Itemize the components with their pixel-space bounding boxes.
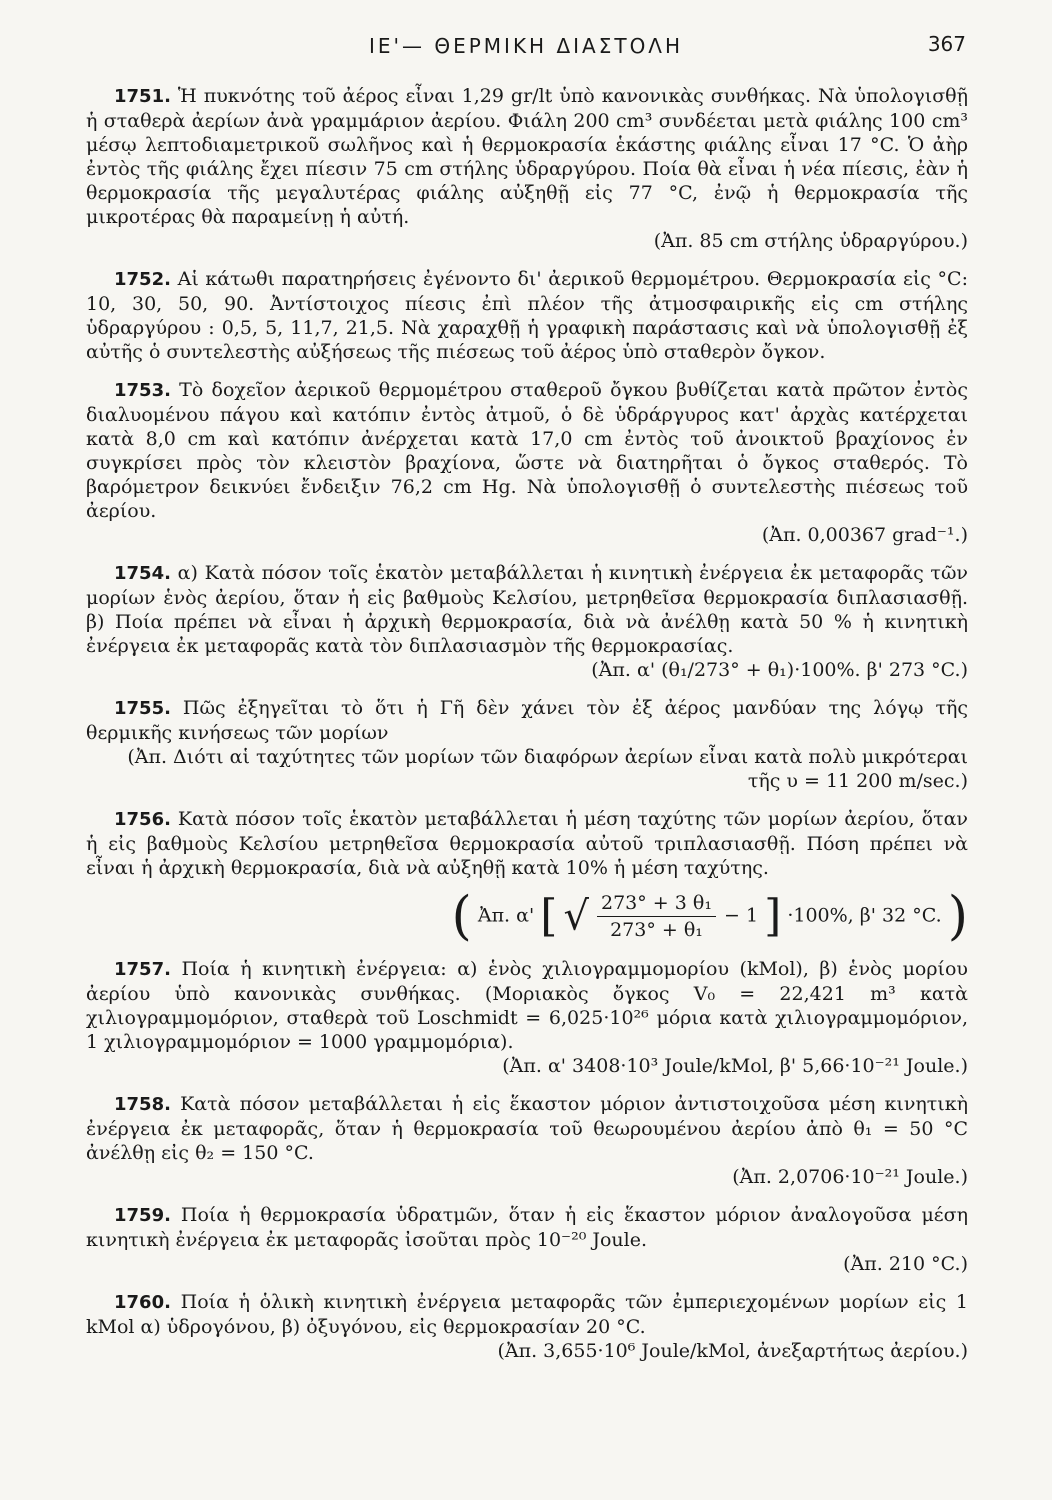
problem-1759 [86, 1203, 968, 1276]
problem-text: Κατὰ πόσον τοῖς ἑκατὸν μεταβάλλεται ἡ μέση ταχύτης τῶν μορίων ἀερίου, ὅταν ἡ εἰς βαθμοὺς Κελσίου μετρηθεῖσα θερμοκρασία αὐτοῦ τριπλασιασθῇ. Πόση πρέπει νὰ εἶναι ἡ ἀρχικὴ θερμοκρασία, διὰ νὰ αὐξηθῇ κατὰ 10% ἡ μέση ταχύτης. [86, 808, 968, 879]
problem-text: Ποία ἡ ὁλικὴ κινητικὴ ἐνέργεια μεταφορᾶς τῶν ἐμπεριεχομένων μορίων εἰς 1 kMol α) ὑδρογόνου, β) ὀξυγόνου, εἰς θερμοκρασίαν 20 °C. [86, 1291, 968, 1338]
problem-1752 [86, 267, 968, 364]
answer-prefix: Ἀπ. α' [477, 904, 535, 927]
problem-number: 1752. [114, 269, 171, 290]
chapter-title: ΙΕ'— ΘΕΡΜΙΚΗ ΔΙΑΣΤΟΛΗ [368, 34, 684, 58]
problem-answer: (Ἀπ. 2,0706·10⁻²¹ Joule.) [732, 1166, 968, 1188]
problem-text: Τὸ δοχεῖον ἀερικοῦ θερμομέτρου σταθεροῦ ὄγκου βυθίζεται κατὰ πρῶτον ἐντὸς διαλυομένου πάγου καὶ κατόπιν ἐντὸς ἀτμοῦ, ὁ δὲ ὑδράργυρος κατ' ἀρχὰς κατέρχεται κατὰ 8,0 cm καὶ κατόπιν ἀνέρχεται κατὰ 17,0 cm ἐντὸς τοῦ ἀνοικτοῦ βραχίονος ἐν συγκρίσει πρὸς τὸν κλειστὸν βραχίονα, ὥστε νὰ διατηρῆται ὁ ὄγκος σταθερός. Τὸ βαρόμετρον δεικνύει ἔνδειξιν 76,2 cm Hg. Νὰ ὑπολογισθῇ ὁ συντελεστὴς πιέσεως τοῦ ἀερίου. [86, 379, 969, 522]
problem-1753 [86, 378, 968, 547]
problem-1754 [86, 561, 968, 682]
problem-answer: (Ἀπ. 0,00367 grad⁻¹.) [761, 524, 968, 546]
problem-text: Ποία ἡ κινητικὴ ἐνέργεια: α) ἑνὸς χιλιογραμμομορίου (kMol), β) ἑνὸς μορίου ἀερίου ὑπὸ κανονικὰς συνθήκας. (Μοριακὸς ὄγκος V₀ = 22,421 m³ κατὰ χιλιογραμμομόριον, σταθερὰ τοῦ Loschmidt = 6,025·10²⁶ μόρια κατὰ χιλιογραμμομόριον, 1 χιλιογραμμομόριον = 1000 γραμμομόρια). [86, 958, 968, 1053]
minus-one: − 1 [724, 904, 759, 927]
problem-answer: (Ἀπ. Διότι αἱ ταχύτητες τῶν μορίων τῶν διαφόρων ἀερίων εἶναι κατὰ πολὺ μικρότεραι τῆς υ = 11 200 m/sec.) [127, 746, 968, 792]
square-root [563, 890, 718, 943]
answer-part-b: β' 32 °C. [859, 904, 942, 927]
fraction [597, 890, 716, 943]
radical-icon: √ [563, 893, 589, 940]
problem-answer: (Ἀπ. 85 cm στήλης ὑδραργύρου.) [653, 230, 968, 252]
problem-text: Αἱ κάτωθι παρατηρήσεις ἐγένοντο δι' ἀερικοῦ θερμομέτρου. Θερμοκρασία εἰς °C: 10, 30, 50, 90. Ἀντίστοιχος πίεσις ἐπὶ πλέον τῆς ἀτμοσφαιρικῆς εἰς cm στήλης ὑδραργύρου : 0,5, 5, 11,7, 21,5. Νὰ χαραχθῇ ἡ γραφικὴ παράστασις καὶ νὰ ὑπολογισθῇ ἐξ αὐτῆς ὁ συντελεστὴς αὐξήσεως τῆς πιέσεως τοῦ ἀέρος ὑπὸ σταθερὸν ὄγκον. [86, 268, 969, 363]
close-paren: ) [947, 886, 968, 947]
problem-1757 [86, 957, 968, 1078]
percent-factor: ·100%, [787, 904, 854, 927]
page-number: 367 [927, 32, 966, 56]
problem-number: 1753. [114, 380, 171, 401]
problem-number: 1759. [114, 1205, 171, 1226]
problem-number: 1760. [114, 1292, 171, 1313]
open-bracket: [ [540, 890, 558, 942]
problem-text: α) Κατὰ πόσον τοῖς ἑκατὸν μεταβάλλεται ἡ κινητικὴ ἐνέργεια ἐκ μεταφορᾶς τῶν μορίων ἑνὸς ἀερίου, ὅταν ἡ εἰς βαθμοὺς Κελσίου, μετρηθεῖσα θερμοκρασία διπλασιασθῇ. β) Ποία πρέπει νὰ εἶναι ἡ ἀρχικὴ θερμοκρασία, διὰ νὰ ἀνέλθῃ κατὰ 50 % ἡ κινητικὴ ἐνέργεια ἐκ μεταφορᾶς κατὰ τὸν διπλασιασμὸν τῆς θερμοκρασίας. [86, 562, 968, 657]
problem-1751 [86, 84, 968, 253]
problem-answer: (Ἀπ. 3,655·10⁶ Joule/kMol, ἀνεξαρτήτως ἀερίου.) [497, 1340, 968, 1362]
problem-text: Ποία ἡ θερμοκρασία ὑδρατμῶν, ὅταν ἡ εἰς ἕκαστον μόριον ἀναλογοῦσα μέση κινητικὴ ἐνέργεια ἐκ μεταφορᾶς ἰσοῦται πρὸς 10⁻²⁰ Joule. [86, 1204, 968, 1251]
problem-answer: (Ἀπ. α' 3408·10³ Joule/kMol, β' 5,66·10⁻²¹ Joule.) [502, 1055, 968, 1077]
problem-text: Πῶς ἐξηγεῖται τὸ ὅτι ἡ Γῆ δὲν χάνει τὸν ἐξ ἀέρος μανδύαν της λόγῳ τῆς θερμικῆς κινήσεως τῶν μορίων [86, 697, 969, 744]
problem-answer: (Ἀπ. α' (θ₁/273° + θ₁)·100%. β' 273 °C.) [591, 659, 968, 681]
problem-number: 1754. [114, 563, 171, 584]
problem-1760 [86, 1290, 968, 1363]
problem-text: Ἡ πυκνότης τοῦ ἀέρος εἶναι 1,29 gr/lt ὑπὸ κανονικὰς συνθήκας. Νὰ ὑπολογισθῇ ἡ σταθερὰ ἀερίων ἀνὰ γραμμάριον ἀερίου. Φιάλη 200 cm³ συνδέεται μετὰ φιάλης 100 cm³ μέσῳ λεπτοδιαμετρικοῦ σωλῆνος καὶ ἡ θερμοκρασία ἑκάστης φιάλης εἶναι 17 °C. Ὁ ἀὴρ ἐντὸς τῆς φιάλης ἔχει πίεσιν 75 cm στήλης ὑδραργύρου. Ποία θὰ εἶναι ἡ νέα πίεσις, ἐὰν ἡ θερμοκρασία τῆς μεγαλυτέρας φιάλης αὐξηθῇ εἰς 77 °C, ἐνῷ ἡ θερμοκρασία τῆς μικροτέρας θὰ παραμείνῃ ἡ αὐτή. [86, 85, 968, 228]
fraction-denominator: 273° + θ₁ [610, 919, 703, 941]
answer-formula [86, 886, 968, 947]
running-header [0, 30, 1052, 64]
close-bracket: ] [764, 890, 782, 942]
open-paren: ( [451, 886, 472, 947]
fraction-numerator: 273° + 3 θ₁ [597, 890, 716, 917]
problem-number: 1757. [114, 959, 171, 980]
problem-answer: (Ἀπ. 210 °C.) [843, 1253, 968, 1275]
problem-number: 1756. [114, 809, 171, 830]
problem-number: 1751. [114, 86, 171, 107]
problem-text: Κατὰ πόσον μεταβάλλεται ἡ εἰς ἕκαστον μόριον ἀντιστοιχοῦσα μέση κινητικὴ ἐνέργεια ἐκ μεταφορᾶς, ὅταν ἡ θερμοκρασία τοῦ θεωρουμένου ἀερίου ἀπὸ θ₁ = 50 °C ἀνέλθῃ εἰς θ₂ = 150 °C. [86, 1093, 969, 1164]
problem-number: 1758. [114, 1094, 171, 1115]
problem-number: 1755. [114, 698, 171, 719]
problem-list [86, 84, 968, 1377]
problem-1756 [86, 807, 968, 947]
problem-1758 [86, 1092, 968, 1189]
problem-1755 [86, 696, 968, 793]
